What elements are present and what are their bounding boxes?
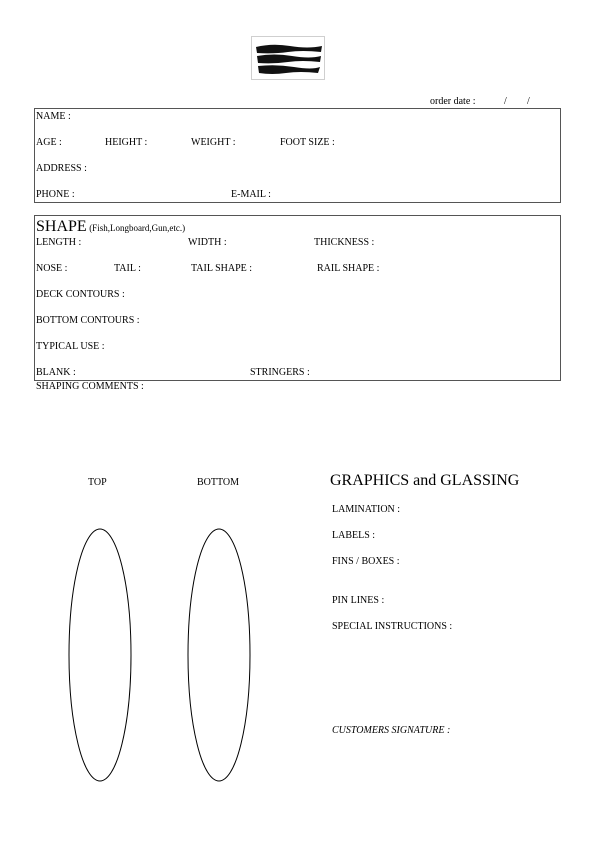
order-date-separator: / bbox=[504, 96, 507, 107]
address-field-label: ADDRESS : bbox=[36, 163, 87, 174]
top-board-outline bbox=[66, 526, 134, 784]
deck-contours-field-label: DECK CONTOURS : bbox=[36, 289, 125, 300]
bottom-board-outline bbox=[185, 526, 253, 784]
nose-field-label: NOSE : bbox=[36, 263, 68, 274]
pin-lines-field-label: PIN LINES : bbox=[332, 595, 385, 606]
weight-field-label: WEIGHT : bbox=[191, 137, 236, 148]
shape-title: SHAPE bbox=[36, 218, 87, 235]
phone-field-label: PHONE : bbox=[36, 189, 75, 200]
length-field-label: LENGTH : bbox=[36, 237, 82, 248]
bottom-view-label: BOTTOM bbox=[197, 477, 240, 488]
bottom-contours-field-label: BOTTOM CONTOURS : bbox=[36, 315, 140, 326]
customers-signature-field-label: CUSTOMERS SIGNATURE : bbox=[332, 725, 451, 736]
fins-boxes-field-label: FINS / BOXES : bbox=[332, 556, 400, 567]
top-view-label: TOP bbox=[88, 477, 107, 488]
logo-strokes bbox=[252, 37, 324, 79]
height-field-label: HEIGHT : bbox=[105, 137, 148, 148]
shape-subtitle: (Fish,Longboard,Gun,etc.) bbox=[89, 223, 186, 233]
typical-use-field-label: TYPICAL USE : bbox=[36, 341, 105, 352]
name-field-label: NAME : bbox=[36, 111, 71, 122]
special-instructions-field-label: SPECIAL INSTRUCTIONS : bbox=[332, 621, 453, 632]
stringers-field-label: STRINGERS : bbox=[250, 367, 310, 378]
order-date-label: order date : bbox=[430, 96, 476, 107]
foot-size-field-label: FOOT SIZE : bbox=[280, 137, 335, 148]
tail-shape-field-label: TAIL SHAPE : bbox=[191, 263, 253, 274]
order-date-separator: / bbox=[527, 96, 530, 107]
rail-shape-field-label: RAIL SHAPE : bbox=[317, 263, 380, 274]
blank-field-label: BLANK : bbox=[36, 367, 76, 378]
labels-field-label: LABELS : bbox=[332, 530, 376, 541]
customer-info-box bbox=[34, 108, 561, 203]
shaping-comments-label: SHAPING COMMENTS : bbox=[36, 381, 144, 392]
lamination-field-label: LAMINATION : bbox=[332, 504, 401, 515]
shape-heading bbox=[36, 218, 185, 236]
age-field-label: AGE : bbox=[36, 137, 62, 148]
width-field-label: WIDTH : bbox=[188, 237, 227, 248]
thickness-field-label: THICKNESS : bbox=[314, 237, 375, 248]
email-field-label: E-MAIL : bbox=[231, 189, 271, 200]
brush-stroke-logo-icon bbox=[251, 36, 325, 80]
graphics-glassing-title: GRAPHICS and GLASSING bbox=[330, 472, 520, 489]
tail-field-label: TAIL : bbox=[114, 263, 141, 274]
